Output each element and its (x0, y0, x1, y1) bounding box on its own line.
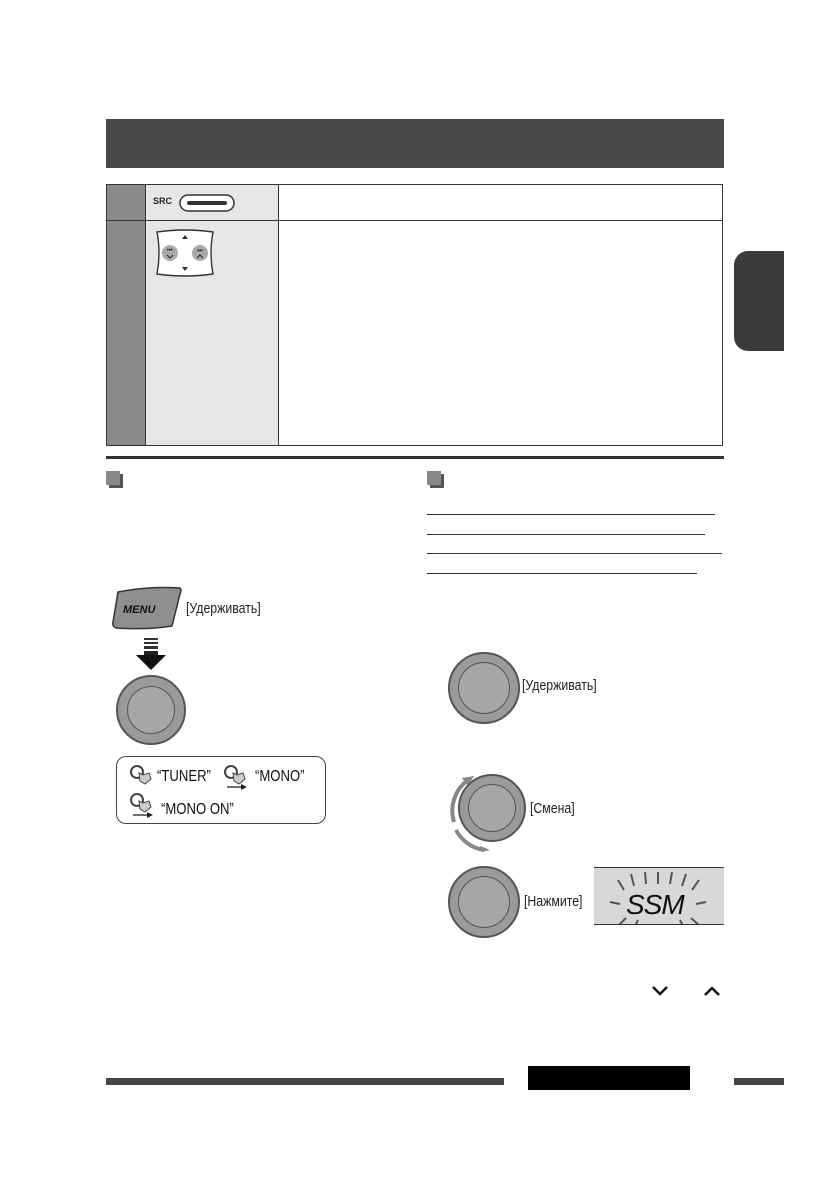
step-cell-2 (107, 221, 145, 445)
ssm-display (594, 867, 724, 925)
control-dial-turn[interactable] (458, 774, 526, 842)
ssm-display-text: SSM (626, 889, 684, 920)
control-pad-icon (153, 228, 217, 278)
control-dial-hold[interactable] (448, 652, 520, 724)
chevron-down-icon (650, 984, 670, 998)
dial-press-icon (221, 763, 247, 785)
svg-text:⏭: ⏭ (197, 247, 203, 254)
control-dial-press[interactable] (448, 866, 520, 938)
section-divider (106, 456, 724, 459)
sequence-item-tuner: “TUNER” (157, 768, 211, 785)
menu-hold-label: [Удерживать] (186, 600, 261, 617)
text-rule-3 (427, 553, 722, 554)
down-arrow-icon (134, 638, 168, 672)
sequence-item-mono-on: “MONO ON” (161, 801, 234, 818)
footer-page-tab (528, 1066, 690, 1090)
language-side-tab (734, 251, 784, 351)
footer-bar-left (106, 1078, 504, 1085)
dial-turn-icon (127, 763, 153, 785)
step-cell-1 (107, 185, 145, 220)
footer-bar-right (734, 1078, 784, 1085)
ssm-hold-label: [Удерживать] (522, 677, 597, 694)
text-rule-2 (427, 534, 705, 535)
svg-text:⏮: ⏮ (167, 247, 173, 254)
sequence-item-mono: “MONO” (255, 768, 305, 785)
operation-table (106, 184, 723, 446)
section-title-bar (106, 119, 724, 168)
menu-button[interactable] (108, 584, 184, 632)
arrow-right-icon-2 (133, 811, 153, 819)
menu-button-label: MENU (123, 604, 156, 616)
ssm-change-label: [Смена] (530, 800, 575, 817)
src-label: SRC (153, 196, 173, 206)
mono-sequence-box (116, 756, 326, 824)
arrow-right-icon (227, 783, 247, 791)
left-section-marker (106, 471, 120, 485)
right-section-marker (427, 471, 441, 485)
ssm-press-label: [Нажмите] (524, 893, 583, 910)
dial-press-icon-2 (127, 791, 153, 813)
text-rule-1 (427, 514, 715, 515)
chevron-up-icon (702, 984, 722, 998)
text-rule-4 (427, 573, 697, 574)
control-dial-left[interactable] (116, 675, 186, 745)
src-button-icon (153, 193, 243, 213)
